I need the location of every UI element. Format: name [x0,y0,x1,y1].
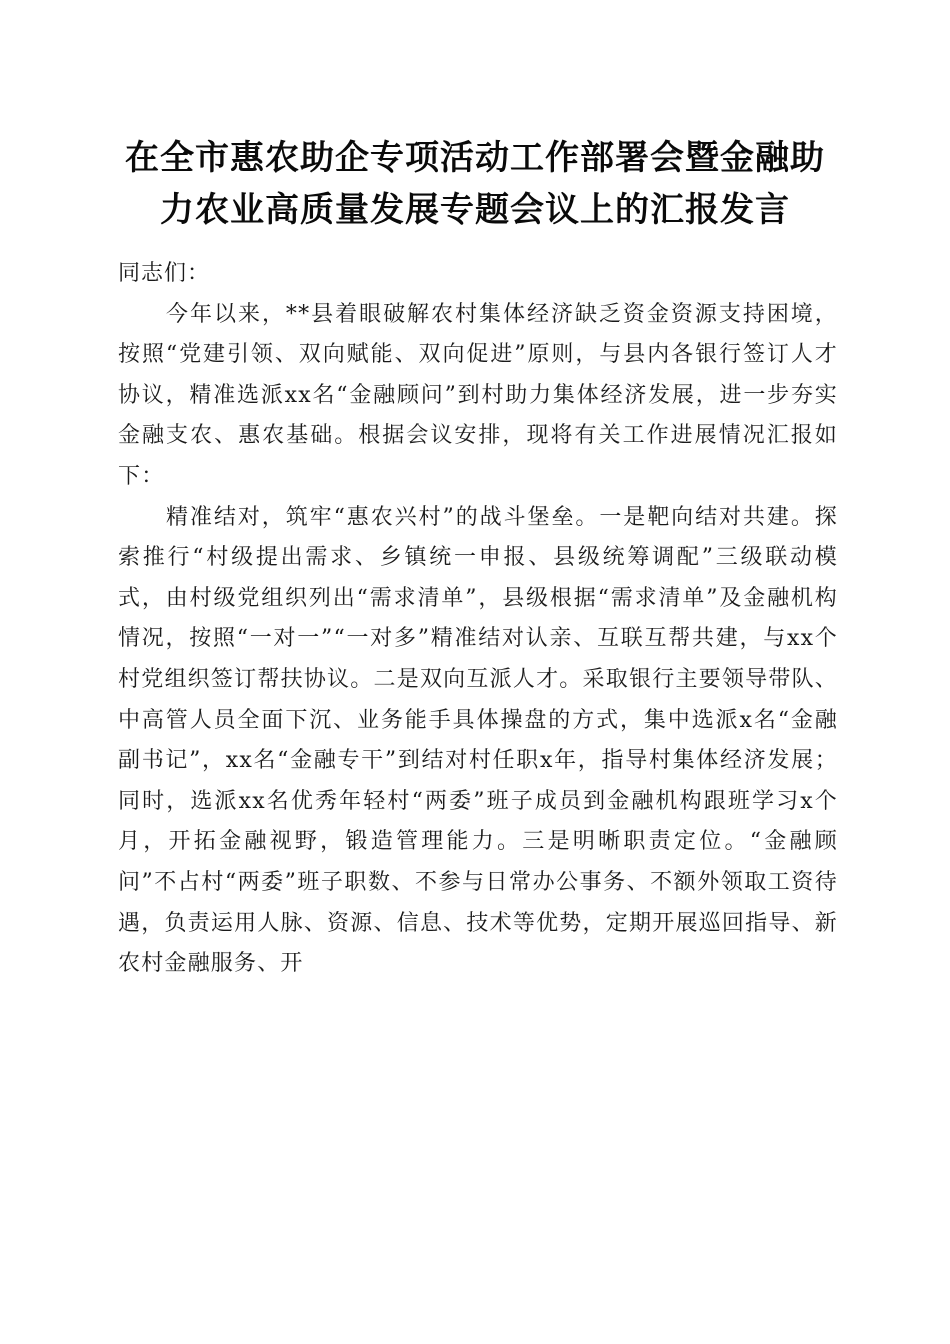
title-line-2: 力农业高质量发展专题会议上的汇报发言 [160,190,790,230]
paragraph-pairing: 精准结对，筑牢“惠农兴村”的战斗堡垒。一是靶向结对共建。探索推行“村级提出需求、乡镇统一申报、县级统筹调配”三级联动模式，由村级党组织列出“需求清单”，县级根据“需求清单”及金融机构情况，按照“一对一”“一对多”精准结对认亲、互联互帮共建，与xx个村党组织签订帮扶协议。二是双向互派人才。采取银行主要领导带队、中高管人员全面下沉、业务能手具体操盘的方式，集中选派x名“金融副书记”，xx名“金融专干”到结对村任职x年，指导村集体经济发展；同时，选派xx名优秀年轻村“两委”班子成员到金融机构跟班学习x个月，开拓金融视野，锻造管理能力。三是明晰职责定位。“金融顾问”不占村“两委”班子职数、不参与日常办公事务、不额外领取工资待遇，负责运用人脉、资源、信息、技术等优势，定期开展巡回指导、新农村金融服务、开 [118,504,838,977]
document-title [100,132,850,236]
document-body [118,254,838,985]
title-line-1: 在全市惠农助企专项活动工作部署会暨金融助 [125,138,825,178]
salutation: 同志们： [118,261,211,286]
paragraph-intro: 今年以来，**县着眼破解农村集体经济缺乏资金资源支持困境，按照“党建引领、双向赋能、双向促进”原则，与县内各银行签订人才协议，精准选派xx名“金融顾问”到村助力集体经济发展，进一步夯实金融支农、惠农基础。根据会议安排，现将有关工作进展情况汇报如下： [118,301,838,489]
